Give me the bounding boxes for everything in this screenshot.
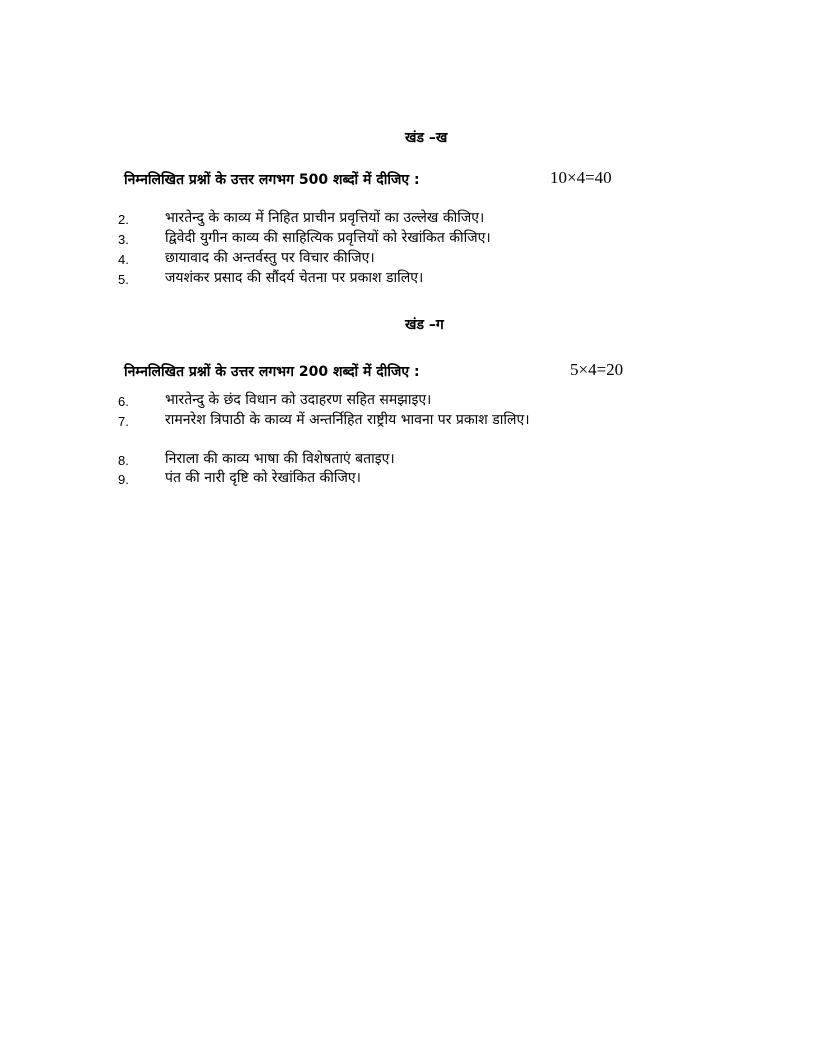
question-number: 7. xyxy=(118,414,129,429)
question-text: द्विवेदी युगीन काव्य की साहित्यिक प्रवृत्तियों को रेखांकित कीजिए। xyxy=(165,230,491,246)
section-c-marks: 5×4=20 xyxy=(570,360,624,379)
question-text: भारतेन्दु के काव्य में निहित प्राचीन प्रवृत्तियों का उल्लेख कीजिए। xyxy=(165,210,485,226)
question-number: 8. xyxy=(118,453,129,468)
question-text: छायावाद की अन्तर्वस्तु पर विचार कीजिए। xyxy=(165,250,375,266)
question-number: 2. xyxy=(118,212,129,227)
section-b-instruction: निम्नलिखित प्रश्नों के उत्तर लगभग 500 शब्दों में दीजिए : xyxy=(124,172,420,188)
question-text: रामनरेश त्रिपाठी के काव्य में अन्तर्निहित राष्ट्रीय भावना पर प्रकाश डालिए। xyxy=(165,412,530,428)
question-number: 4. xyxy=(118,252,129,267)
question-text: पंत की नारी दृष्टि को रेखांकित कीजिए। xyxy=(165,470,361,486)
question-text: जयशंकर प्रसाद की सौंदर्य चेतना पर प्रकाश डालिए। xyxy=(165,270,424,286)
question-number: 9. xyxy=(118,472,129,487)
question-number: 5. xyxy=(118,272,129,287)
question-number: 6. xyxy=(118,394,129,409)
section-c-instruction: निम्नलिखित प्रश्नों के उत्तर लगभग 200 शब्दों में दीजिए : xyxy=(124,364,420,380)
section-b-marks: 10×4=40 xyxy=(550,168,612,187)
question-number: 3. xyxy=(118,232,129,247)
section-b-heading: खंड –ख xyxy=(405,130,448,146)
question-text: निराला की काव्य भाषा की विशेषताएं बताइए। xyxy=(165,451,395,467)
section-c-heading: खंड –ग xyxy=(405,317,444,333)
question-text: भारतेन्दु के छंद विधान को उदाहरण सहित समझाइए। xyxy=(165,392,432,408)
